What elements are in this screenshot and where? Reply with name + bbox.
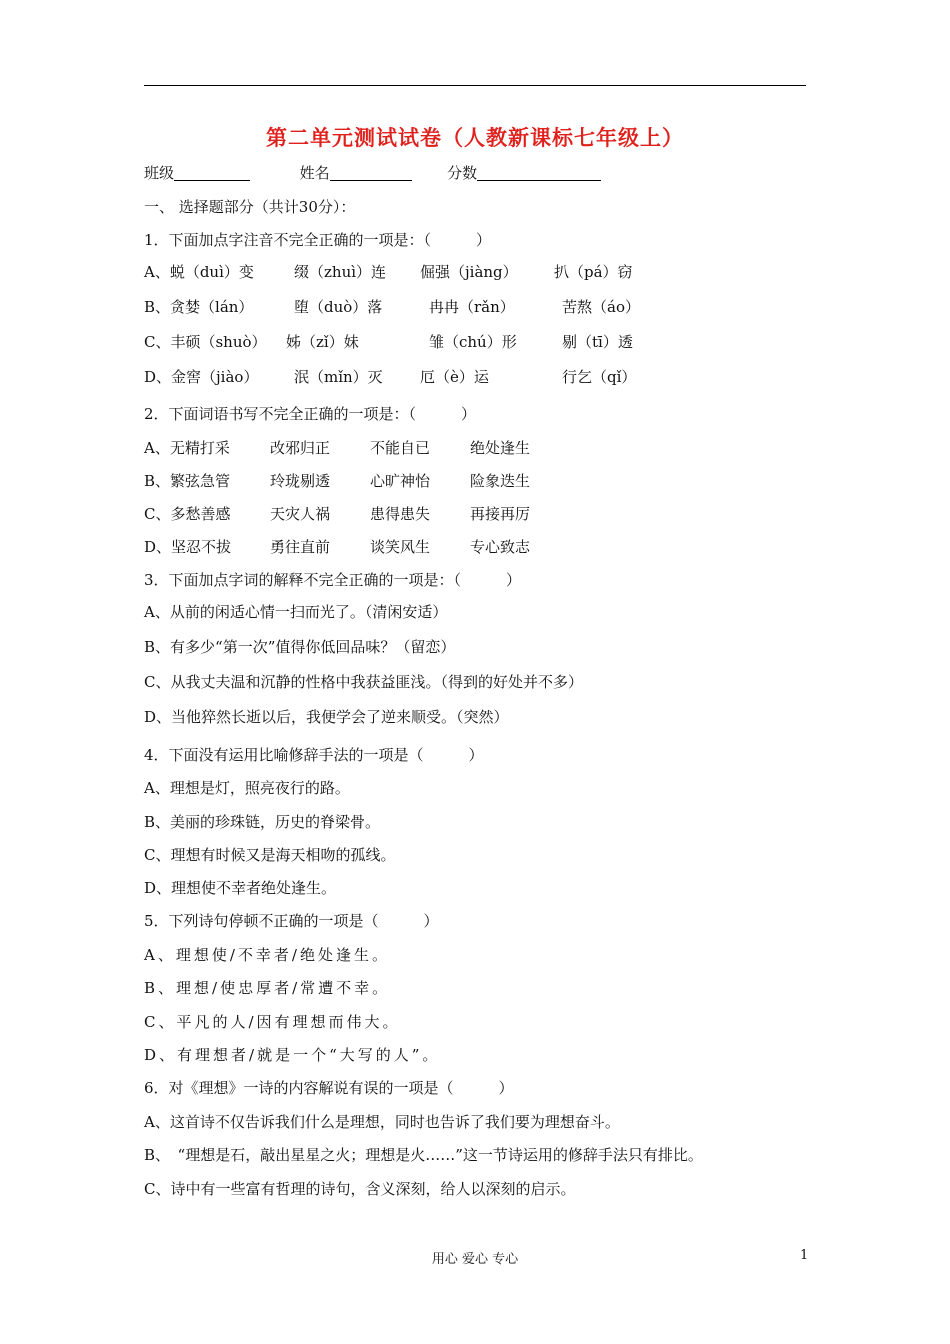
name-blank[interactable] [330,164,412,181]
q5-stem: 5．下列诗句停顿不正确的一项是（ ） [144,912,439,930]
q1-cell: 雏（chú）形 [429,333,517,351]
page-number: 1 [800,1248,809,1263]
q2-cell: 再接再厉 [470,505,531,523]
q2-cell: 不能自已 [370,439,431,457]
q2-cell: 患得患失 [370,505,431,523]
q6-option-a: A、这首诗不仅告诉我们什么是理想，同时也告诉了我们要为理想奋斗。 [144,1113,620,1131]
header-rule [144,85,806,86]
q2-cell: 绝处逢生 [470,439,531,457]
q3-option-b: B、有多少“第一次”值得你低回品味？（留恋） [144,638,456,656]
q1-cell: 泯（mǐn）灭 [294,368,383,386]
q2-cell: 玲珑剔透 [270,472,331,490]
q2-cell: 谈笑风生 [370,538,431,556]
q1-cell: 苦熬（áo） [562,298,640,316]
q2-cell: 险象迭生 [470,472,531,490]
q3-option-a: A、从前的闲适心情一扫而光了。（清闲安适） [144,603,448,621]
score-blank[interactable] [477,164,601,181]
q2-cell: 心旷神怡 [370,472,431,490]
q3-option-d: D、当他猝然长逝以后，我便学会了逆来顺受。（突然） [144,708,509,726]
class-blank[interactable] [174,164,250,181]
q1-cell: 厄（è）运 [420,368,489,386]
q5-option-c: C、平凡的人/因有理想而伟大。 [144,1013,401,1031]
q1-cell: 姊（zǐ）妹 [286,333,359,351]
q2-cell: B、繁弦急管 [144,472,231,490]
q3-stem: 3．下面加点字词的解释不完全正确的一项是：（ ） [144,571,522,589]
q6-option-b: B、 “理想是石，敲出星星之火；理想是火……”这一节诗运用的修辞手法只有排比。 [144,1146,703,1164]
q5-option-b: B、理想/使忠厚者/常遭不幸。 [144,979,391,997]
q4-option-c: C、理想有时候又是海天相吻的孤线。 [144,846,396,864]
q1-cell: D、金窖（jiào） [144,368,259,386]
score-label: 分数 [447,164,478,182]
section-heading: 一、 选择题部分（共计30分）： [144,198,356,216]
q1-cell: 堕（duò）落 [294,298,383,316]
q6-option-c: C、诗中有一些富有哲理的诗句，含义深刻，给人以深刻的启示。 [144,1180,576,1198]
q1-cell: 冉冉（rǎn） [429,298,515,316]
q1-stem: 1．下面加点字注音不完全正确的一项是：（ ） [144,231,492,249]
q2-cell: 勇往直前 [270,538,331,556]
q1-cell: 缀（zhuì）连 [294,263,387,281]
q5-option-d: D、有理想者/就是一个“大写的人”。 [144,1046,441,1064]
q4-stem: 4．下面没有运用比喻修辞手法的一项是（ ） [144,746,484,764]
q1-cell: 扒（pá）窃 [554,263,633,281]
class-label: 班级 [144,164,175,182]
footer-motto: 用心 爱心 专心 [431,1252,519,1267]
q1-cell: C、丰硕（shuò） [144,333,267,351]
q2-cell: 专心致志 [470,538,531,556]
exam-title: 第二单元测试试卷（人教新课标七年级上） [266,125,684,150]
student-info-line [144,163,601,183]
q4-option-a: A、理想是灯，照亮夜行的路。 [144,779,350,797]
q2-cell: 天灾人祸 [270,505,331,523]
q1-cell: 倔强（jiàng） [420,263,518,281]
q1-cell: A、蜕（duì）变 [144,263,254,281]
q4-option-b: B、美丽的珍珠链，历史的脊梁骨。 [144,813,381,831]
q3-option-c: C、从我丈夫温和沉静的性格中我获益匪浅。（得到的好处并不多） [144,673,583,691]
q2-cell: C、多愁善感 [144,505,231,523]
q6-stem: 6．对《理想》一诗的内容解说有误的一项是（ ） [144,1079,514,1097]
q2-cell: A、无精打采 [144,439,230,457]
q2-cell: 改邪归正 [270,439,331,457]
q1-cell: 行乞（qǐ） [562,368,637,386]
q4-option-d: D、理想使不幸者绝处逢生。 [144,879,337,897]
q5-option-a: A、理想使/不幸者/绝处逢生。 [144,946,390,964]
q1-cell: B、贪婪（lán） [144,298,254,316]
q1-cell: 剔（tī）透 [562,333,633,351]
q2-stem: 2．下面词语书写不完全正确的一项是：（ ） [144,405,477,423]
name-label: 姓名 [299,164,330,182]
q2-cell: D、坚忍不拔 [144,538,232,556]
